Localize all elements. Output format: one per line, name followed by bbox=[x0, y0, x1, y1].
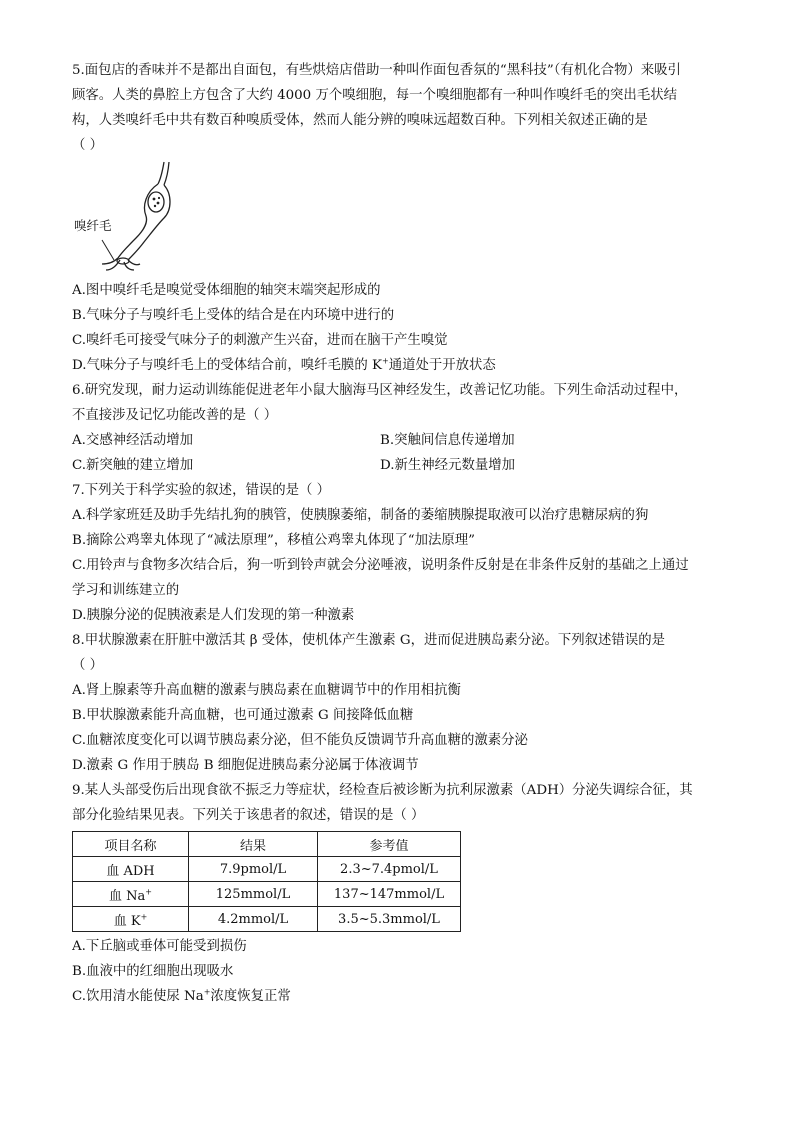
question-8-option-d[interactable]: D.激素 G 作用于胰岛 B 细胞促进胰岛素分泌属于体液调节 bbox=[72, 758, 419, 773]
question-9-option-c[interactable] bbox=[72, 984, 722, 1009]
question-6-options-row-2 bbox=[72, 453, 722, 478]
question-5-option-c[interactable]: C.嗅纤毛可接受气味分子的刺激产生兴奋，进而在脑干产生嗅觉 bbox=[72, 333, 448, 348]
question-7-stem: 7.下列关于科学实验的叙述，错误的是（ ） bbox=[72, 483, 331, 498]
question-8-option-a[interactable]: A.肾上腺素等升高血糖的激素与胰岛素在血糖调节中的作用相抗衡 bbox=[72, 683, 461, 698]
item-name: 血 Na bbox=[109, 888, 146, 904]
olfactory-cell-figure bbox=[72, 160, 172, 274]
table-header-reference: 参考值 bbox=[318, 832, 461, 857]
sodium-charge-superscript: + bbox=[145, 887, 152, 897]
question-5-option-d[interactable] bbox=[72, 353, 722, 378]
question-6-option-c[interactable]: C.新突触的建立增加 bbox=[72, 458, 194, 473]
question-5-option-d-text-start: D.气味分子与嗅纤毛上的受体结合前，嗅纤毛膜的 K bbox=[72, 358, 382, 373]
table-cell-result: 7.9pmol/L bbox=[189, 857, 318, 882]
question-6-option-d[interactable]: D.新生神经元数量增加 bbox=[380, 458, 516, 473]
lab-results-table bbox=[72, 831, 461, 932]
sodium-charge-superscript: + bbox=[203, 987, 211, 997]
question-9-option-c-text-end: 浓度恢复正常 bbox=[210, 989, 291, 1004]
question-9-stem-line-1: 9.某人头部受伤后出现食欲不振乏力等症状，经检查后被诊断为抗利尿激素（ADH）分泌失调综合征，其 bbox=[72, 783, 693, 798]
question-8-answer-blank: （ ） bbox=[72, 658, 104, 673]
table-cell-result: 4.2mmol/L bbox=[189, 907, 318, 932]
table-cell-reference: 3.5~5.3mmol/L bbox=[318, 907, 461, 932]
question-5 bbox=[72, 58, 722, 378]
table-row bbox=[73, 907, 461, 932]
question-8 bbox=[72, 628, 722, 778]
item-name: 血 K bbox=[113, 913, 141, 929]
table-cell-item bbox=[73, 857, 189, 882]
question-9-stem-line-2: 部分化验结果见表。下列关于该患者的叙述，错误的是（ ） bbox=[72, 808, 425, 823]
question-6-stem-line-2: 不直接涉及记忆功能改善的是（ ） bbox=[72, 408, 278, 423]
question-7-option-c-line-1[interactable]: C.用铃声与食物多次结合后，狗一听到铃声就会分泌唾液，说明条件反射是在非条件反射的基础之上通过 bbox=[72, 558, 689, 573]
table-header-row bbox=[73, 832, 461, 857]
question-7-option-c-line-2[interactable]: 学习和训练建立的 bbox=[72, 583, 180, 598]
question-5-stem-line-3: 构，人类嗅纤毛中共有数百种嗅质受体，然而人能分辨的嗅味远超数百种。下列相关叙述正确的是 bbox=[72, 113, 648, 128]
table-cell-result: 125mmol/L bbox=[189, 882, 318, 907]
question-7-option-a[interactable]: A.科学家班廷及助手先结扎狗的胰管，使胰腺萎缩，制备的萎缩胰腺提取液可以治疗患糖尿病的狗 bbox=[72, 508, 649, 523]
exam-page bbox=[72, 58, 722, 1009]
table-cell-item bbox=[73, 907, 189, 932]
question-6-option-a[interactable]: A.交感神经活动增加 bbox=[72, 433, 194, 448]
table-row bbox=[73, 882, 461, 907]
question-5-stem-line-1: 5.面包店的香味并不是都出自面包，有些烘焙店借助一种叫作面包香氛的“黑科技”（有机化合物）来吸引 bbox=[72, 63, 681, 78]
table-header-result: 结果 bbox=[189, 832, 318, 857]
question-5-stem-line-2: 顾客。人类的鼻腔上方包含了大约 4000 万个嗅细胞，每一个嗅细胞都有一种叫作嗅纤毛的突出毛状结 bbox=[72, 88, 677, 103]
question-8-stem-line-1: 8.甲状腺激素在肝脏中激活其 β 受体，使机体产生激素 G，进而促进胰岛素分泌。下列叙述错误的是 bbox=[72, 633, 665, 648]
question-7 bbox=[72, 478, 722, 628]
table-cell-reference: 2.3~7.4pmol/L bbox=[318, 857, 461, 882]
question-7-option-b[interactable]: B.摘除公鸡睾丸体现了“减法原理”，移植公鸡睾丸体现了“加法原理” bbox=[72, 533, 476, 548]
question-5-answer-blank: （ ） bbox=[72, 138, 104, 153]
potassium-charge-superscript: + bbox=[381, 356, 389, 366]
question-9-option-b[interactable]: B.血液中的红细胞出现吸水 bbox=[72, 964, 234, 979]
table-header-item: 项目名称 bbox=[73, 832, 189, 857]
table-cell-reference: 137~147mmol/L bbox=[318, 882, 461, 907]
figure-label-olfactory-cilia: 嗅纤毛 bbox=[74, 218, 112, 233]
question-6-option-b[interactable]: B.突触间信息传递增加 bbox=[380, 433, 515, 448]
question-7-option-d[interactable]: D.胰腺分泌的促胰液素是人们发现的第一种激素 bbox=[72, 608, 355, 623]
question-6 bbox=[72, 378, 722, 478]
question-5-option-b[interactable]: B.气味分子与嗅纤毛上受体的结合是在内环境中进行的 bbox=[72, 308, 395, 323]
table-cell-item bbox=[73, 882, 189, 907]
question-8-option-c[interactable]: C.血糖浓度变化可以调节胰岛素分泌，但不能负反馈调节升高血糖的激素分泌 bbox=[72, 733, 528, 748]
question-6-options-row-1 bbox=[72, 428, 722, 453]
question-8-option-b[interactable]: B.甲状腺激素能升高血糖，也可通过激素 G 间接降低血糖 bbox=[72, 708, 414, 723]
item-name: 血 ADH bbox=[106, 863, 155, 879]
table-row bbox=[73, 857, 461, 882]
question-6-stem-line-1: 6.研究发现，耐力运动训练能促进老年小鼠大脑海马区神经发生，改善记忆功能。下列生命活动过程中， bbox=[72, 383, 688, 398]
question-9-option-a[interactable]: A.下丘脑或垂体可能受到损伤 bbox=[72, 939, 247, 954]
question-9-option-c-text-start: C.饮用清水能使尿 Na bbox=[72, 989, 204, 1004]
question-9 bbox=[72, 778, 722, 1009]
question-5-option-a[interactable]: A.图中嗅纤毛是嗅觉受体细胞的轴突末端突起形成的 bbox=[72, 283, 381, 298]
potassium-charge-superscript: + bbox=[140, 912, 148, 922]
question-5-option-d-text-end: 通道处于开放状态 bbox=[388, 358, 496, 373]
